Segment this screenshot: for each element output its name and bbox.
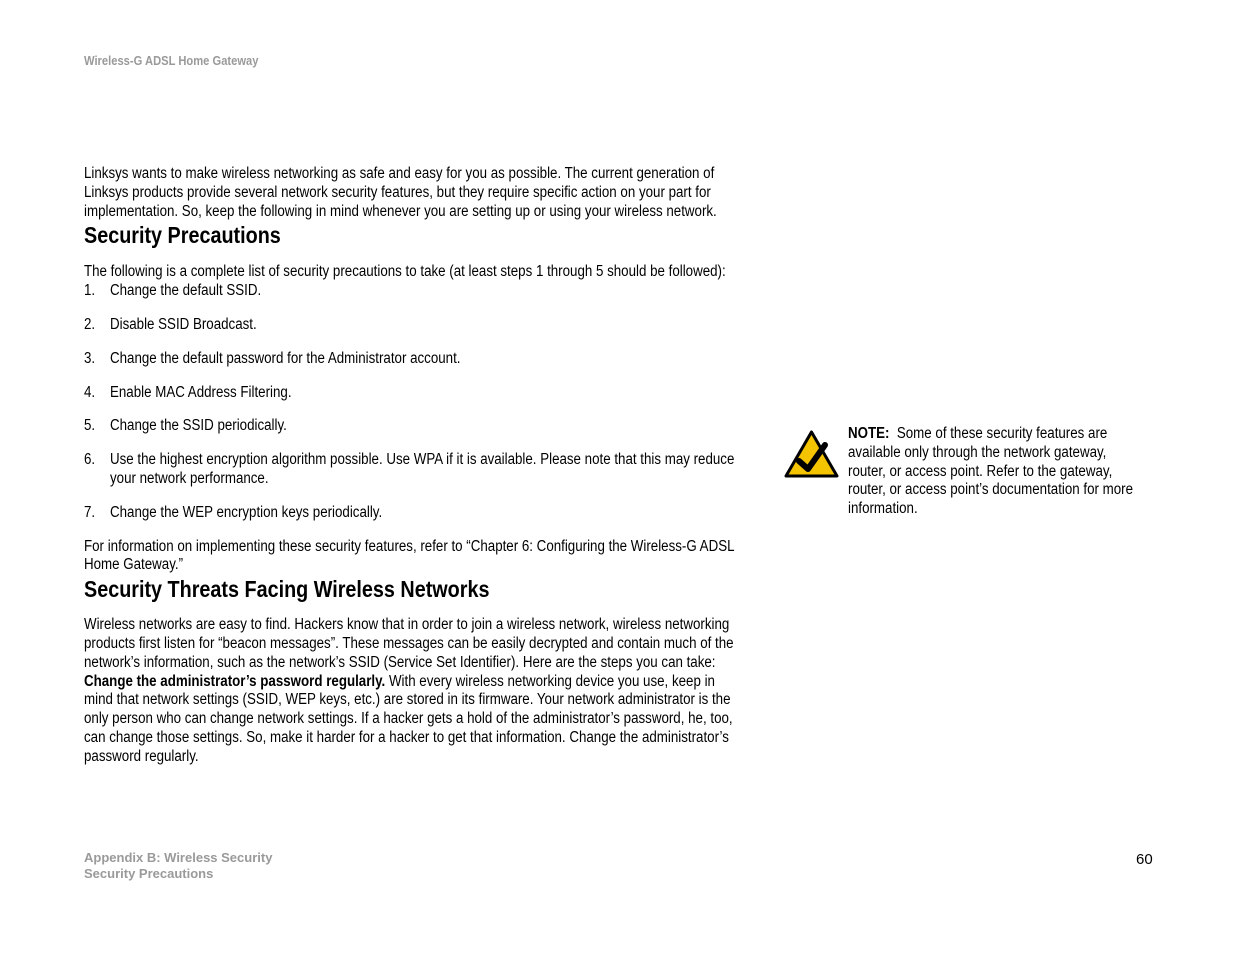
- list-text: your network performance.: [110, 469, 269, 487]
- footer-subsection-title: Security Precautions: [84, 866, 214, 881]
- footer-section-info: [84, 850, 272, 882]
- threats-line: products first listen for “beacon messages”. These messages can be easily decrypted and contain much of the: [84, 634, 734, 652]
- page-number: 60: [1136, 851, 1153, 868]
- security-threats-heading: Security Threats Facing Wireless Networks: [84, 576, 490, 603]
- list-item: [84, 350, 854, 369]
- precautions-lead: The following is a complete list of security precautions to take (at least steps 1 through 5 should be followed):: [84, 263, 726, 281]
- note-line: information.: [848, 500, 918, 518]
- list-text: Change the SSID periodically.: [110, 417, 287, 435]
- note-first-line: [848, 425, 1158, 444]
- list-item: [84, 384, 854, 403]
- list-number: 2.: [84, 315, 96, 333]
- admin-password-line: can change those settings. So, make it harder for a hacker to get that information. Change the administrator’s: [84, 728, 729, 746]
- list-number: 3.: [84, 349, 96, 367]
- footer-section-title: Appendix B: Wireless Security: [84, 850, 273, 865]
- chapter-reference-line: Home Gateway.”: [84, 556, 184, 574]
- chapter-reference-line: For information on implementing these security features, refer to “Chapter 6: Configuring the Wireless-G ADSL: [84, 537, 735, 555]
- checkmark-warning-icon: [784, 430, 839, 478]
- chapter-reference-paragraph: [84, 538, 854, 576]
- main-content: [84, 165, 854, 767]
- note-line: router, or access point’s documentation for more: [848, 481, 1134, 499]
- admin-password-bold-lead: Change the administrator’s password regularly.: [84, 672, 386, 690]
- precautions-list: [84, 282, 854, 522]
- list-number: 5.: [84, 417, 96, 435]
- security-precautions-heading: Security Precautions: [84, 222, 281, 249]
- intro-line: Linksys wants to make wireless networking as safe and easy for you as possible. The current generation of: [84, 165, 715, 182]
- document-header-title: Wireless-G ADSL Home Gateway: [84, 53, 259, 68]
- admin-password-paragraph: [84, 673, 854, 767]
- list-text: Change the default password for the Administrator account.: [110, 349, 461, 367]
- threats-line: Wireless networks are easy to find. Hackers know that in order to join a wireless network, wireless networking: [84, 616, 730, 634]
- admin-password-line: mind that network settings (SSID, WEP keys, etc.) are stored in its firmware. Your network administrator is the: [84, 691, 731, 709]
- intro-paragraph: [84, 165, 854, 221]
- intro-line: implementation. So, keep the following in mind whenever you are setting up or using your wireless network.: [84, 202, 717, 220]
- list-text: Enable MAC Address Filtering.: [110, 383, 292, 401]
- admin-password-line: password regularly.: [84, 747, 199, 765]
- note-line: router, or access point. Refer to the gateway,: [848, 462, 1113, 480]
- admin-password-line: only person who can change network settings. If a hacker gets a hold of the administrator’s password, he, too,: [84, 710, 733, 728]
- list-text: Change the WEP encryption keys periodically.: [110, 503, 383, 521]
- admin-password-first-line: [84, 673, 746, 692]
- admin-password-first-rest: With every wireless networking device you use, keep in: [385, 672, 715, 690]
- list-item: [84, 504, 854, 523]
- intro-line: Linksys products provide several network security features, but they require specific action on your part for: [84, 183, 711, 201]
- threats-paragraph: [84, 616, 854, 672]
- list-number: 1.: [84, 282, 96, 300]
- list-text: Disable SSID Broadcast.: [110, 315, 257, 333]
- note-text: [848, 425, 1208, 519]
- note-line: available only through the network gateway,: [848, 443, 1107, 461]
- list-item: [84, 451, 854, 489]
- list-item: [84, 316, 854, 335]
- list-number: 7.: [84, 503, 96, 521]
- threats-line: network’s information, such as the network’s SSID (Service Set Identifier). Here are the steps you can take:: [84, 653, 716, 671]
- list-item: [84, 282, 854, 301]
- note-label: NOTE:: [848, 425, 890, 442]
- list-number: 4.: [84, 383, 96, 401]
- list-text: Use the highest encryption algorithm possible. Use WPA if it is available. Please note that this may reduce: [110, 451, 735, 469]
- note-first-rest: Some of these security features are: [889, 425, 1108, 442]
- list-item: [84, 417, 854, 436]
- list-text: Change the default SSID.: [110, 282, 262, 300]
- list-number: 6.: [84, 451, 96, 469]
